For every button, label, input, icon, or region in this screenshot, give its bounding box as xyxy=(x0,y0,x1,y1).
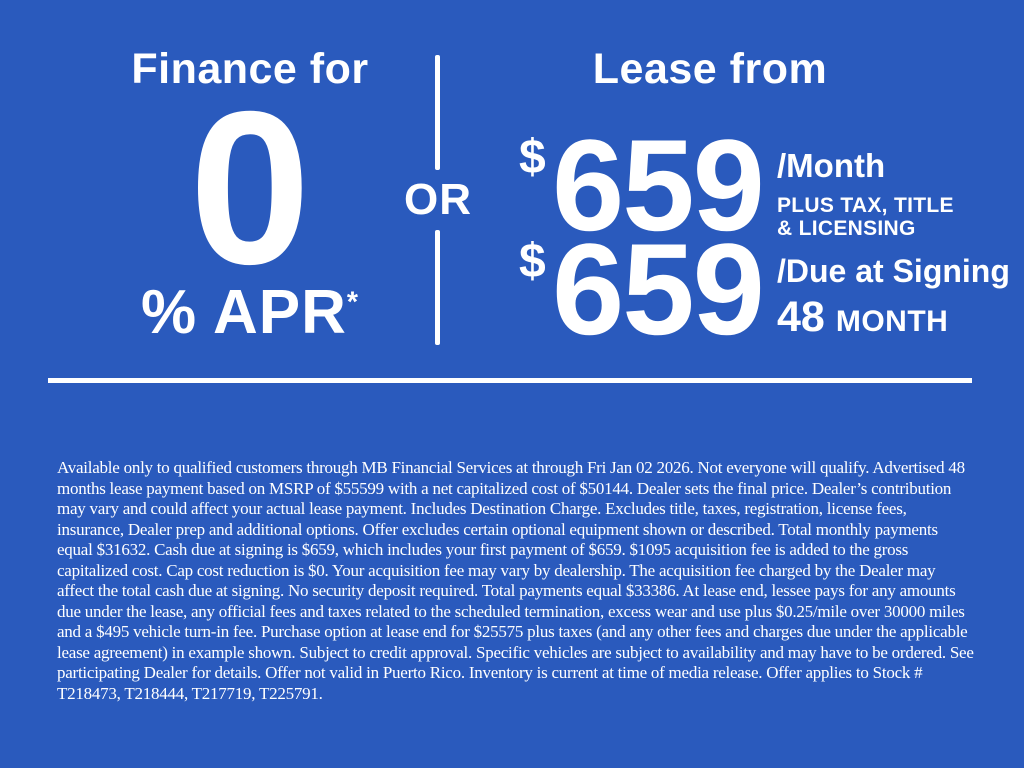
finance-apr-value: 0 xyxy=(189,67,311,310)
finance-apr-unit-label: % APR xyxy=(140,278,347,347)
lease-term xyxy=(777,293,949,341)
monthly-tax-note-line2: & LICENSING xyxy=(777,217,916,240)
monthly-suffix: /Month xyxy=(777,147,886,184)
divider-bottom-segment xyxy=(435,230,440,345)
monthly-tax-note-line1: PLUS TAX, TITLE xyxy=(777,194,954,217)
lease-heading: Lease from xyxy=(592,45,828,93)
signing-currency-symbol: $ xyxy=(519,235,546,288)
monthly-currency-symbol: $ xyxy=(519,131,546,184)
finance-apr-unit xyxy=(30,278,470,347)
signing-amount: 659 xyxy=(552,216,763,362)
signing-suffix: /Due at Signing xyxy=(777,253,1010,289)
disclaimer-fine-print: Available only to qualified customers through MB Financial Services at through Fri Jan 02 2026. Not everyone will qualify. Advertised 48 months lease payment based on MSRP of $55599 with a net capitalized cost of $50144. Dealer sets the final price. Dealer’s contribution may vary and could affect your actual lease payment. Includes Destination Charge. Excludes title, taxes, registration, license fees, insurance, Dealer prep and additional options. Offer excludes certain optional equipment shown or described. Total monthly payments equal $31632. Cash due at signing is $659, which includes your first payment of $659. $1095 acquisition fee is added to the gross capitalized cost. Cap cost reduction is $0. Your acquisition fee may vary by dealership. The acquisition fee charged by the Dealer may affect the total cash due at signing. No security deposit required. Total payments equal $33386. At lease end, lessee pays for any amounts due under the lease, any official fees and taxes related to the scheduled termination, excess wear and use plus $0.25/mile over 30000 miles and a $495 vehicle turn-in fee. Purchase option at lease end for $25575 plus taxes (and any other fees and charges due under the applicable lease agreement) in example shown. Subject to credit approval. Specific vehicles are subject to availability and may have to be ordered. See participating Dealer for details. Offer not valid in Puerto Rico. Inventory is current at time of media release. Offer applies to Stock # T218473, T218444, T217719, T225791. xyxy=(57,458,974,703)
lease-term-unit: MONTH xyxy=(835,305,949,338)
monthly-amount: 659 xyxy=(552,112,763,258)
lease-term-value: 48 xyxy=(777,293,825,341)
finance-heading: Finance for xyxy=(131,45,369,93)
finance-footnote-asterisk: * xyxy=(346,286,360,319)
divider-top-segment xyxy=(435,55,440,170)
horizontal-divider xyxy=(48,378,972,383)
or-label: OR xyxy=(404,175,472,224)
monthly-tax-note xyxy=(777,194,954,240)
